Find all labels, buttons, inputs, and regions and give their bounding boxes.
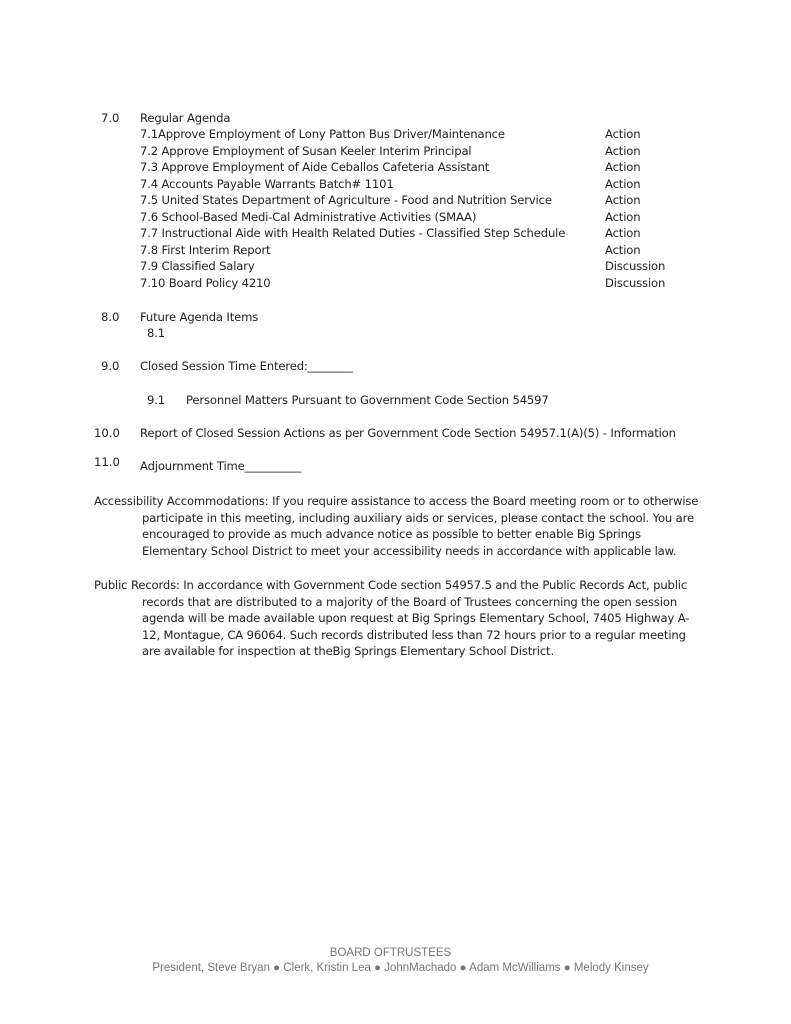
footer-board-members: President, Steve Bryan ● Clerk, Kristin Lea ● JohnMachado ● Adam McWilliams ● Melody Kinsey bbox=[152, 962, 649, 974]
agenda-item-type: Action bbox=[605, 176, 641, 191]
agenda-item-label: 7.5 United States Department of Agriculture - Food and Nutrition Service bbox=[140, 193, 552, 207]
section-8-sub-item: 8.1 bbox=[147, 326, 165, 340]
accessibility-notice-body: participate in this meeting, including auxiliary aids or services, please contact the school. You are encouraged to provide as much advance notice as possible to better enable Big Springs Elementary School District to meet your accessibility needs in accordance with applicable law. bbox=[142, 510, 694, 558]
public-records-notice bbox=[94, 577, 704, 660]
footer-title: BOARD OFTRUSTEES bbox=[329, 947, 452, 959]
public-records-notice-first-line: Public Records: In accordance with Government Code section 54957.5 and the Public Records Act, public bbox=[94, 578, 688, 592]
agenda-item-label: 7.9 Classified Salary bbox=[140, 259, 255, 273]
agenda-item-label: 7.4 Accounts Payable Warrants Batch# 1101 bbox=[140, 176, 394, 191]
agenda-item-type: Action bbox=[605, 193, 641, 207]
agenda-item-type: Action bbox=[605, 242, 641, 257]
agenda-item-type: Action bbox=[605, 226, 641, 240]
agenda-item-label: 7.8 First Interim Report bbox=[140, 242, 271, 257]
section-10-number: 10.0 bbox=[94, 426, 120, 440]
section-9-sub-title: Personnel Matters Pursuant to Government Code Section 54597 bbox=[186, 393, 549, 407]
section-10-title: Report of Closed Session Actions as per Government Code Section 54957.1(A)(5) - Information bbox=[140, 426, 676, 440]
agenda-item-type: Action bbox=[605, 209, 641, 224]
agenda-item-type: Discussion bbox=[605, 275, 666, 290]
public-records-notice-body: records that are distributed to a majority of the Board of Trustees concerning the open session agenda will be made available upon request at Big Springs Elementary School, 7405 Highway A-12, Montague, CA 96064. Such records distributed less than 72 hours prior to a regular meeting are available for inspection at theBig Springs Elementary School District. bbox=[142, 594, 690, 658]
section-9-number: 9.0 bbox=[101, 359, 120, 373]
accessibility-notice bbox=[94, 493, 704, 559]
agenda-item-label: 7.6 School-Based Medi-Cal Administrative Activities (SMAA) bbox=[140, 209, 477, 224]
agenda-item-type: Action bbox=[605, 160, 641, 174]
section-9-sub-number: 9.1 bbox=[147, 393, 165, 407]
agenda-item-type: Action bbox=[605, 143, 641, 158]
agenda-item-label: 7.2 Approve Employment of Susan Keeler Interim Principal bbox=[140, 143, 472, 158]
agenda-item-label: 7.1Approve Employment of Lony Patton Bus Driver/Maintenance bbox=[140, 127, 505, 141]
agenda-item-type: Action bbox=[605, 127, 641, 141]
section-8-title: Future Agenda Items bbox=[140, 310, 259, 324]
agenda-item-label: 7.7 Instructional Aide with Health Related Duties - Classified Step Schedule bbox=[140, 226, 566, 240]
section-7-title: Regular Agenda bbox=[140, 111, 231, 125]
accessibility-notice-first-line: Accessibility Accommodations: If you require assistance to access the Board meeting room or to otherwise bbox=[94, 494, 699, 508]
agenda-item-label: 7.3 Approve Employment of Aide Ceballos Cafeteria Assistant bbox=[140, 160, 490, 174]
section-7-number: 7.0 bbox=[101, 111, 120, 125]
section-9-title: Closed Session Time Entered:________ bbox=[140, 359, 353, 373]
section-11-number: 11.0 bbox=[94, 455, 120, 469]
agenda-item-label: 7.10 Board Policy 4210 bbox=[140, 275, 271, 290]
section-8-number: 8.0 bbox=[101, 310, 120, 324]
agenda-item-type: Discussion bbox=[605, 259, 666, 273]
section-11-title: Adjournment Time__________ bbox=[140, 459, 302, 473]
